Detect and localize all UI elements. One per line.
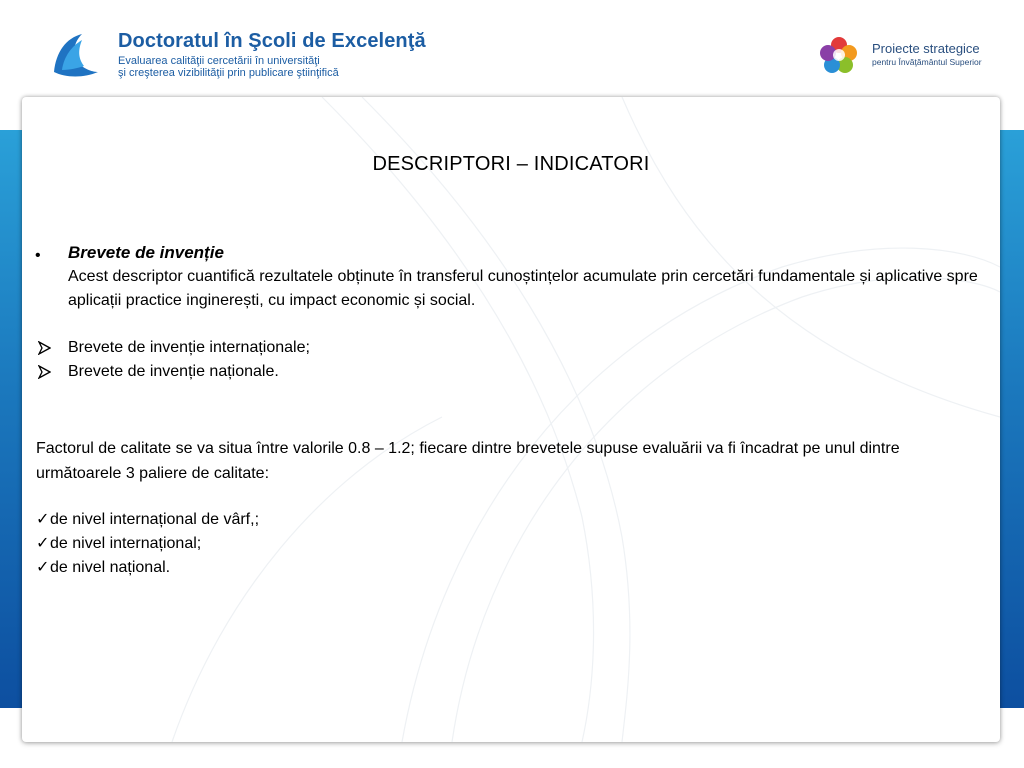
header bbox=[0, 0, 1024, 98]
arrow-list-item: Brevete de invenție naționale. bbox=[68, 363, 279, 380]
check-list-item bbox=[36, 508, 259, 532]
arrow-bullet-icon bbox=[38, 365, 51, 379]
check-list-item bbox=[36, 532, 201, 556]
check-list-label: de nivel internațional; bbox=[50, 535, 202, 552]
checkmark-icon: ✓ bbox=[36, 535, 50, 552]
quality-factor-paragraph: Factorul de calitate se va situa între valorile 0.8 – 1.2; fiecare dintre brevetele supuse evaluării va fi încadrat pe unul dintre următoarele 3 paliere de calitate: bbox=[36, 440, 900, 482]
strategic-projects-logo-icon bbox=[818, 34, 860, 76]
brand-subtitle-line2: şi creşterea vizibilităţii prin publicare ştiinţifică bbox=[118, 67, 339, 79]
partner-subtitle: pentru Învăţământul Superior bbox=[872, 57, 982, 67]
slide-title: DESCRIPTORI – INDICATORI bbox=[372, 153, 650, 175]
arrow-bullet-icon bbox=[38, 341, 51, 355]
partner-title: Proiecte strategice bbox=[872, 41, 980, 56]
arrow-list-item: Brevete de invenție internaționale; bbox=[68, 339, 310, 356]
bullet-dot: • bbox=[35, 247, 41, 264]
checkmark-icon: ✓ bbox=[36, 559, 50, 576]
content-panel bbox=[22, 97, 1000, 742]
check-list-item bbox=[36, 556, 170, 580]
dse-logo-icon bbox=[48, 28, 100, 80]
descriptor-title: Brevete de invenție bbox=[68, 243, 224, 262]
background-arcs-decoration bbox=[22, 97, 1000, 742]
brand-title: Doctoratul în Şcoli de Excelenţă bbox=[118, 30, 426, 52]
descriptor-description: Acest descriptor cuantifică rezultatele obținute în transferul cunoștințelor acumulate prin cercetări fundamentale și aplicative spre aplicații practice inginerești, cu impact economic și social. bbox=[68, 268, 978, 309]
check-list-label: de nivel național. bbox=[50, 559, 171, 576]
brand-subtitle-line1: Evaluarea calităţii cercetării în universităţi bbox=[118, 55, 320, 67]
check-list-label: de nivel internațional de vârf,; bbox=[50, 511, 260, 528]
checkmark-icon: ✓ bbox=[36, 511, 50, 528]
